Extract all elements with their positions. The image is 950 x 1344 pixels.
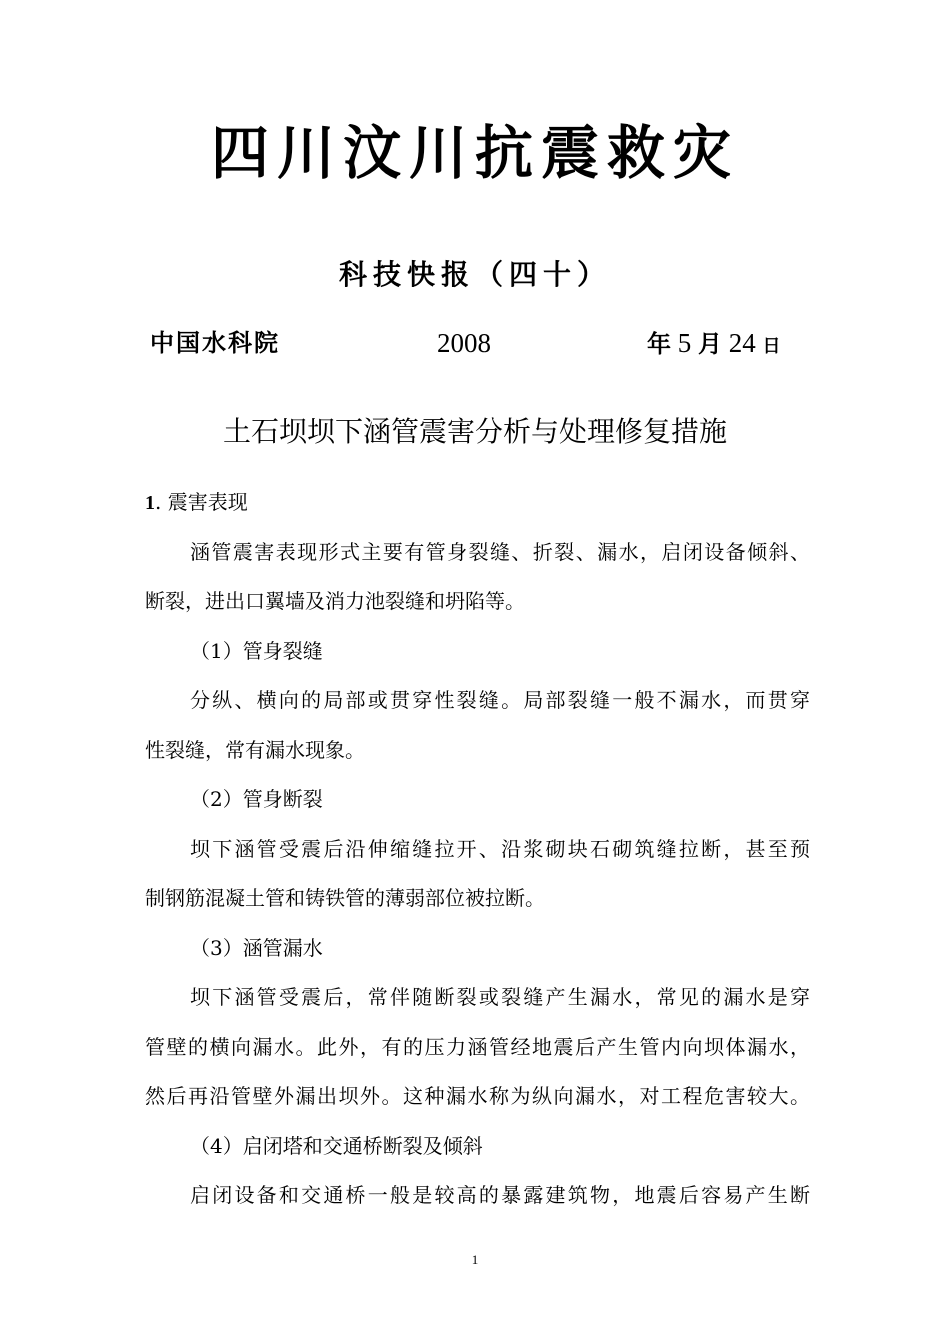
subheading: （2）管身断裂 [190,787,323,811]
section-heading [145,484,810,534]
paragraph-line: 制钢筋混凝土管和铸铁管的薄弱部位被拉断。 [145,886,545,910]
paragraph-line: 涵管震害表现形式主要有管身裂缝、折裂、漏水，启闭设备倾斜、 [190,539,810,564]
issue-year: 2008 [437,328,491,358]
paragraph-line: 管壁的横向漏水。此外，有的压力涵管经地震后产生管内向坝体漏水， [145,1034,810,1059]
article-body [145,484,810,1227]
page-number: 1 [471,1252,479,1267]
paragraph-line: 断裂，进出口翼墙及消力池裂缝和坍陷等。 [145,589,525,613]
subheading: （4）启闭塔和交通桥断裂及倾斜 [190,1133,483,1158]
issue-date [647,325,781,365]
sub-title: 科技快报（四十） [338,258,611,291]
organization: 中国水科院 [150,328,280,357]
subheading: （1）管身裂缝 [190,638,323,663]
section-title: . 震害表现 [155,490,248,514]
subheading: （3）涵管漏水 [190,935,323,960]
paragraph-line: 性裂缝，常有漏水现象。 [145,737,365,762]
year-char: 年 [647,329,671,358]
issue-day: 24 [728,328,756,358]
paragraph-line: 分纵、横向的局部或贯穿性裂缝。局部裂缝一般不漏水，而贯穿 [190,688,810,712]
paragraph-line: 然后再沿管壁外漏出坝外。这种漏水称为纵向漏水，对工程危害较大。 [145,1084,810,1108]
article-title: 土石坝坝下涵管震害分析与处理修复措施 [222,415,727,448]
issue-info [150,325,810,361]
month-char: 月 [698,329,722,358]
paragraph-line: 坝下涵管受震后沿伸缩缝拉开、沿浆砌块石砌筑缝拉断，甚至预 [190,836,810,861]
main-title: 四川汶川抗震救灾 [210,119,739,187]
section-number: 1 [145,492,155,514]
paragraph-line: 坝下涵管受震后，常伴随断裂或裂缝产生漏水，常见的漏水是穿 [190,985,810,1009]
issue-month: 5 [677,328,692,358]
paragraph-line: 启闭设备和交通桥一般是较高的暴露建筑物，地震后容易产生断 [190,1183,810,1207]
day-char: 日 [762,336,781,357]
